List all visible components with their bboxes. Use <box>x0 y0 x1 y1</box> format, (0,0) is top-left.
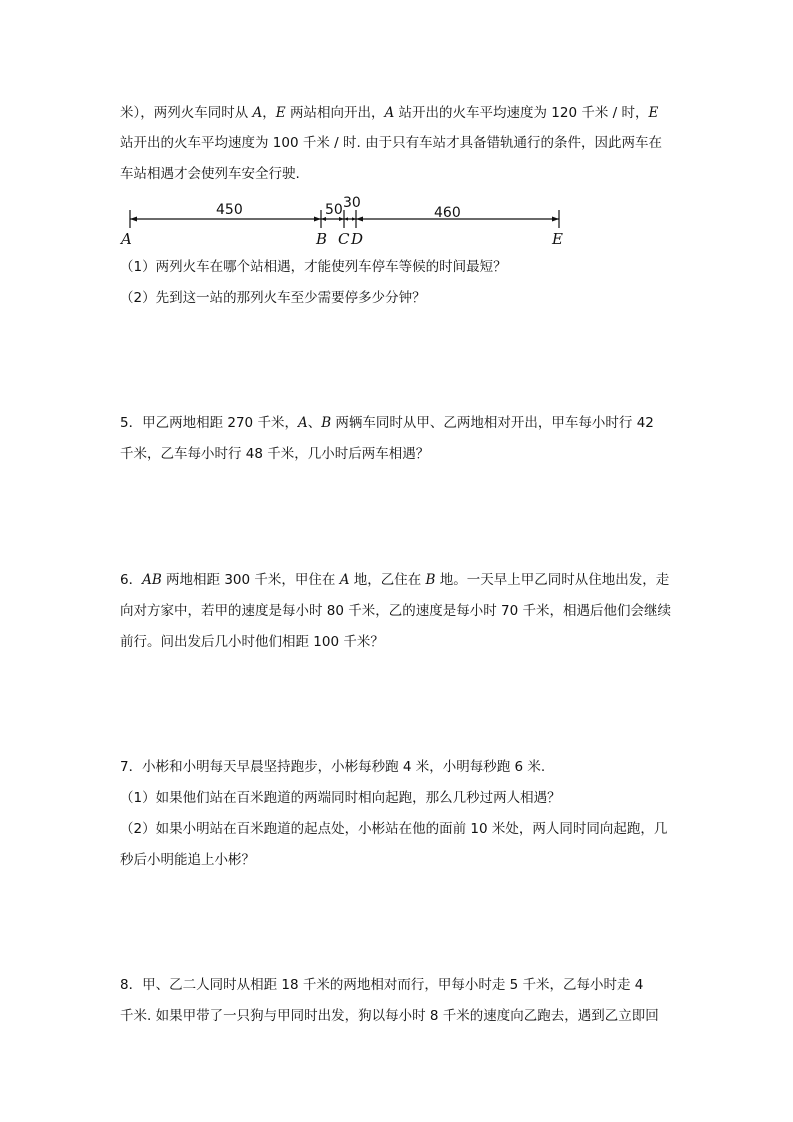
text: 地，乙住在 <box>349 572 426 588</box>
text: 两辆车同时从甲、乙两地相对开出，甲车每小时行 42 <box>331 415 654 431</box>
var: A <box>384 105 395 121</box>
var: A <box>297 415 308 431</box>
text: 、 <box>307 415 322 431</box>
segment-label-de: 460 <box>434 205 461 221</box>
p4-line-1 <box>120 104 658 122</box>
text: 6． <box>120 572 143 588</box>
var: E <box>648 105 659 121</box>
var: AB <box>142 572 162 588</box>
segment-label-ab: 450 <box>216 202 243 218</box>
p4-question-2: （2）先到这一站的那列火车至少需要停多少分钟？ <box>120 290 426 306</box>
p6-line-1 <box>120 571 669 589</box>
p7-question-2b: 秒后小明能追上小彬？ <box>120 852 255 868</box>
p4-line-3: 车站相遇才会使列车安全行驶. <box>120 166 300 182</box>
point-label-a: A <box>121 230 132 248</box>
p5-line-2: 千米，乙车每小时行 48 千米，几小时后两车相遇？ <box>120 446 430 462</box>
segment-diagram <box>118 193 578 249</box>
point-label-b: B <box>316 230 328 248</box>
var: A <box>339 572 350 588</box>
p4-question-1: （1）两列火车在哪个站相遇，才能使列车停车等候的时间最短？ <box>120 259 507 275</box>
p6-line-2: 向对方家中，若甲的速度是每小时 80 千米，乙的速度是每小时 70 千米，相遇后他们会继续 <box>120 603 672 619</box>
point-label-c: C <box>338 230 350 248</box>
p5-line-1 <box>120 414 654 432</box>
segment-label-cd: 30 <box>343 195 361 211</box>
p6-line-3: 前行。问出发后几小时他们相距 100 千米？ <box>120 634 384 650</box>
p7-question-2a: （2）如果小明站在百米跑道的起点处，小彬站在他的面前 10 米处，两人同时同向起跑，几 <box>120 821 668 837</box>
segment-label-bc: 50 <box>325 202 343 218</box>
text: 两地相距 300 千米，甲住在 <box>161 572 340 588</box>
point-label-d: D <box>351 230 364 248</box>
point-label-e: E <box>552 230 563 248</box>
p4-line-2: 站开出的火车平均速度为 100 千米 / 时. 由于只有车站才具备错轨通行的条件，因此两车在 <box>120 135 663 151</box>
p7-line-1: 7．小彬和小明每天早晨坚持跑步，小彬每秒跑 4 米，小明每秒跑 6 米. <box>120 759 546 775</box>
text: 米），两列火车同时从 <box>120 105 253 121</box>
p8-line-2: 千米. 如果甲带了一只狗与甲同时出发，狗以每小时 8 千米的速度向乙跑去，遇到乙立即回 <box>120 1008 659 1024</box>
p7-question-1: （1）如果他们站在百米跑道的两端同时相向起跑，那么几秒过两人相遇？ <box>120 790 561 806</box>
var: B <box>425 572 436 588</box>
var: A <box>252 105 263 121</box>
text: 两站相向开出， <box>285 105 385 121</box>
p8-line-1: 8．甲、乙二人同时从相距 18 千米的两地相对而行，甲每小时走 5 千米，乙每小时走 4 <box>120 977 644 993</box>
var: B <box>321 415 332 431</box>
text: 站开出的火车平均速度为 120 千米 / 时， <box>394 105 649 121</box>
var: E <box>275 105 286 121</box>
text: ， <box>262 105 276 121</box>
text: 地。一天早上甲乙同时从住地出发，走 <box>435 572 670 588</box>
text: 5．甲乙两地相距 270 千米， <box>120 415 298 431</box>
